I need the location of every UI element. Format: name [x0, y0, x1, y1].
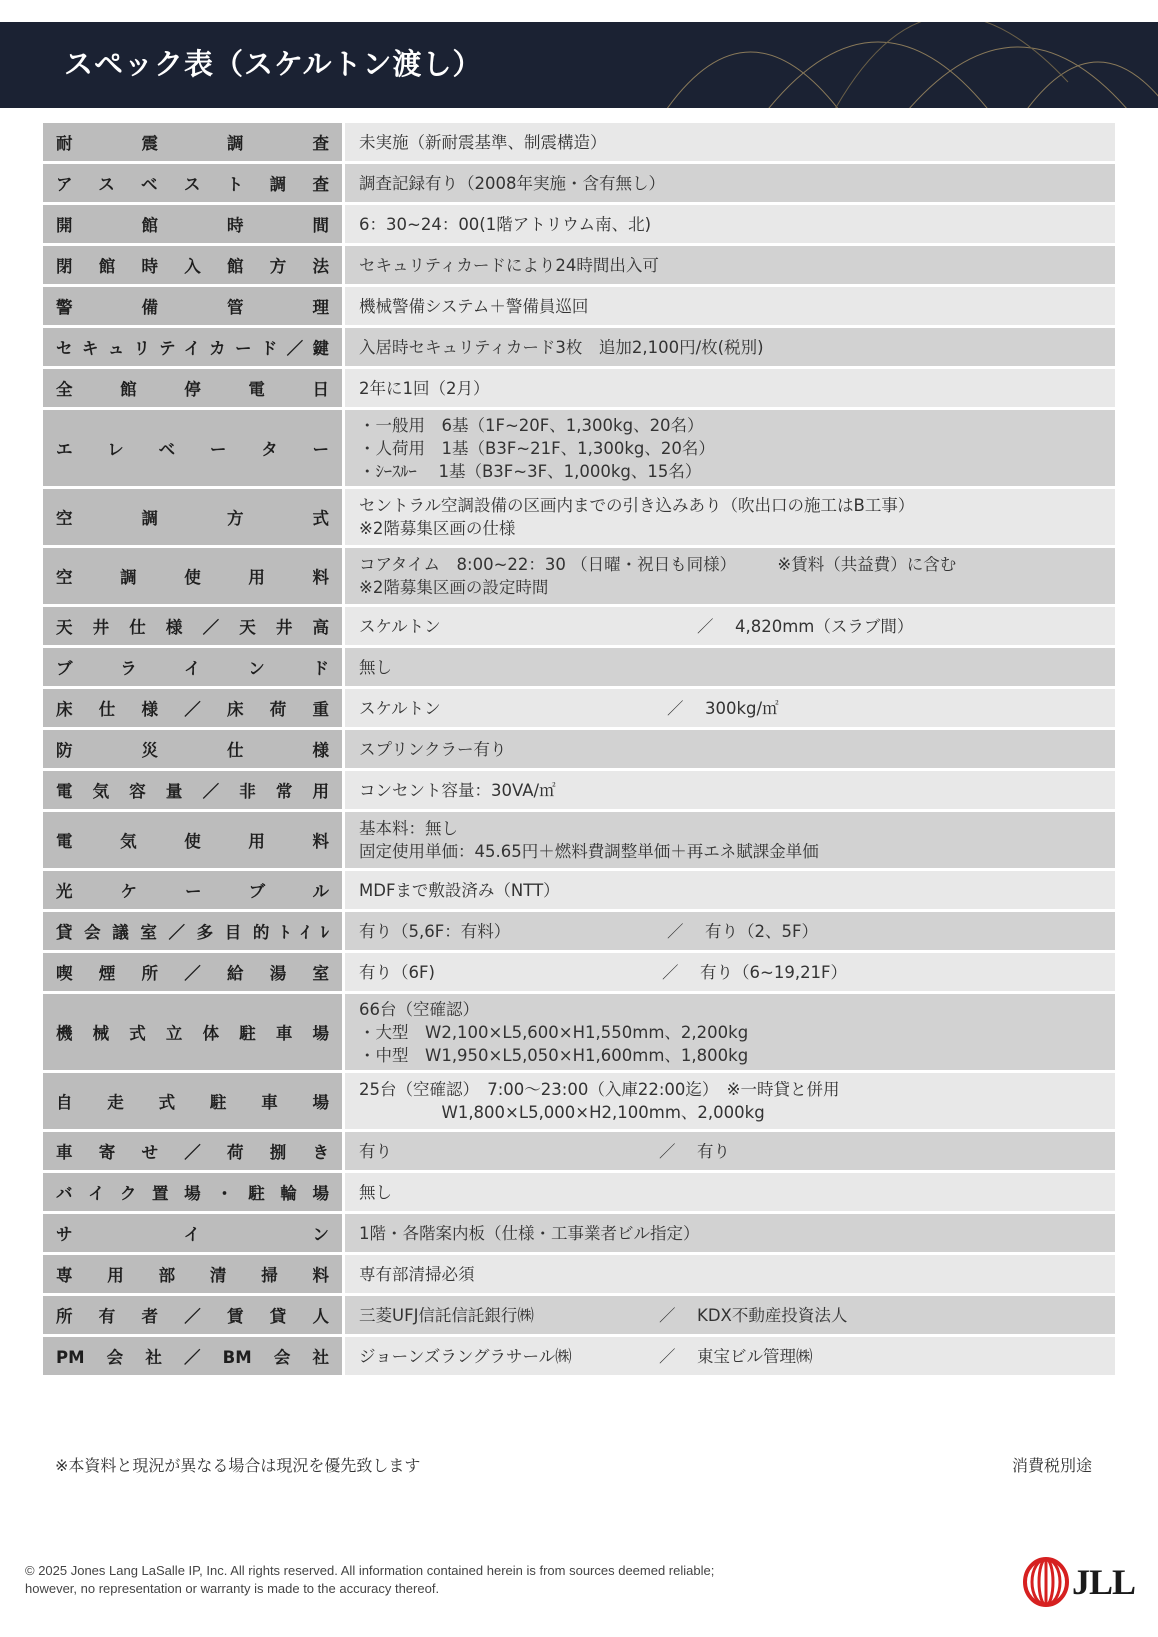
spec-row	[43, 1255, 1115, 1293]
spec-value-line: ・ｼｰｽﾙｰ 1基（B3F~3F、1,000kg、15名）	[359, 461, 702, 481]
spec-label-cell	[43, 287, 345, 325]
spec-label-cell	[43, 871, 345, 909]
jll-logo	[1022, 1557, 1134, 1607]
spec-value-cell	[345, 287, 1115, 325]
spec-label: 貸会議室／多目的ﾄｲﾚ	[56, 923, 329, 942]
spec-label-cell	[43, 1073, 345, 1129]
spec-value-line: 1階・各階案内板（仕様・工事業者ビル指定）	[359, 1223, 700, 1243]
spec-table	[43, 120, 1115, 1378]
spec-label-cell	[43, 1337, 345, 1375]
spec-value-line: ※2階募集区画の設定時間	[359, 578, 549, 597]
spec-label: 専用部清掃料	[56, 1266, 329, 1285]
spec-label: 防災仕様	[56, 741, 329, 760]
spec-label: エレベーター	[56, 440, 329, 459]
spec-label: セキュリテイカード／鍵	[56, 339, 329, 358]
spec-value-line: セキュリティカードにより24時間出入可	[359, 255, 659, 275]
spec-value-line: ・人荷用 1基（B3F~21F、1,300kg、20名）	[359, 438, 715, 458]
spec-row	[43, 287, 1115, 325]
spec-label-cell	[43, 205, 345, 243]
spec-value-left: 有り（5,6F：有料）	[359, 921, 511, 941]
spec-value-line: 無し	[359, 657, 392, 677]
spec-row	[43, 994, 1115, 1070]
copyright-line-2: however, no representation or warranty is made to the accuracy thereof.	[25, 1581, 440, 1596]
spec-label-cell	[43, 1296, 345, 1334]
spec-value-cell	[345, 164, 1115, 202]
spec-label-cell	[43, 771, 345, 809]
spec-label-cell	[43, 548, 345, 604]
spec-value-right: 4,820mm（スラブ間）	[735, 616, 914, 636]
spec-label: 耐震調査	[56, 134, 329, 153]
spec-label: ブラインド	[56, 659, 329, 678]
spec-value-line: 専有部清掃必須	[359, 1264, 475, 1284]
spec-label: 電気容量／非常用	[56, 782, 329, 801]
slash-separator: ／	[662, 962, 679, 982]
spec-label-cell	[43, 994, 345, 1070]
spec-value-line: 固定使用単価：45.65円＋燃料費調整単価＋再エネ賦課金単価	[359, 842, 819, 861]
spec-row	[43, 205, 1115, 243]
spec-value-cell	[345, 912, 1115, 950]
spec-value-cell	[345, 689, 1115, 727]
spec-value-cell	[345, 1173, 1115, 1211]
spec-value-cell	[345, 328, 1115, 366]
copyright	[25, 1562, 714, 1598]
spec-value-line: 調査記録有り（2008年実施・含有無し）	[359, 173, 665, 193]
spec-label-cell	[43, 648, 345, 686]
copyright-line-1: © 2025 Jones Lang LaSalle IP, Inc. All rights reserved. All information contained herein is from sources deemed reliable;	[25, 1563, 715, 1578]
spec-label-cell	[43, 912, 345, 950]
spec-value-cell	[345, 1214, 1115, 1252]
spec-label-cell	[43, 730, 345, 768]
spec-label-cell	[43, 246, 345, 284]
spec-label-cell	[43, 1173, 345, 1211]
spec-label: 開館時間	[56, 216, 329, 235]
spec-value-right: 有り	[697, 1141, 730, 1161]
spec-value-line: スプリンクラー有り	[359, 739, 507, 759]
spec-value-left: スケルトン	[359, 698, 441, 718]
spec-label: PM会社／BM会社	[56, 1348, 329, 1367]
spec-value-line: 6：30~24：00(1階アトリウム南、北)	[359, 214, 652, 234]
spec-label: アスベスト調査	[56, 175, 329, 194]
spec-label: 所有者／賃貸人	[56, 1307, 329, 1326]
spec-value-cell	[345, 994, 1115, 1070]
spec-label: 車寄せ／荷捌き	[56, 1143, 329, 1162]
spec-label-cell	[43, 607, 345, 645]
spec-value-left: 有り（6F)	[359, 962, 435, 982]
spec-row	[43, 123, 1115, 161]
spec-value-cell	[345, 123, 1115, 161]
spec-label: 電気使用料	[56, 832, 329, 851]
spec-value-cell	[345, 246, 1115, 284]
spec-label-cell	[43, 953, 345, 991]
spec-label: 自走式駐車場	[56, 1093, 329, 1112]
spec-value-cell	[345, 489, 1115, 545]
slash-separator: ／	[659, 1346, 676, 1366]
spec-row	[43, 164, 1115, 202]
spec-row	[43, 689, 1115, 727]
page-title: スペック表（スケルトン渡し）	[64, 47, 483, 81]
spec-value-left: スケルトン	[359, 616, 441, 636]
spec-label: 床仕様／床荷重	[56, 700, 329, 719]
spec-value-cell	[345, 648, 1115, 686]
spec-row	[43, 369, 1115, 407]
footnote-tax: 消費税別途	[1011, 1456, 1092, 1475]
spec-value-cell	[345, 1337, 1115, 1375]
spec-value-line: 25台（空確認） 7:00～23:00（入庫22:00迄） ※一時貸と併用	[359, 1080, 840, 1099]
spec-value-right: 有り（2、5F）	[705, 921, 818, 941]
spec-value-line: 66台（空確認）	[359, 999, 479, 1019]
spec-row	[43, 1132, 1115, 1170]
spec-row	[43, 953, 1115, 991]
spec-row	[43, 871, 1115, 909]
spec-value-line: コンセント容量：30VA/㎡	[359, 780, 556, 800]
spec-value-cell	[345, 812, 1115, 868]
spec-label: 天井仕様／天井高	[56, 618, 329, 637]
spec-value-cell	[345, 1255, 1115, 1293]
spec-label-cell	[43, 328, 345, 366]
spec-value-line: 2年に1回（2月）	[359, 378, 490, 398]
spec-label-cell	[43, 1214, 345, 1252]
spec-value-cell	[345, 410, 1115, 486]
spec-row	[43, 1296, 1115, 1334]
spec-label: 閉館時入館方法	[56, 257, 329, 276]
spec-label-cell	[43, 1132, 345, 1170]
spec-label: サイン	[56, 1225, 329, 1244]
spec-row	[43, 607, 1115, 645]
spec-value-line: W1,800×L5,000×H2,100mm、2,000kg	[359, 1103, 765, 1122]
decorative-arcs	[598, 22, 1158, 108]
slash-separator: ／	[697, 616, 714, 636]
spec-row	[43, 912, 1115, 950]
spec-row	[43, 1073, 1115, 1129]
spec-value-line: ・一般用 6基（1F~20F、1,300kg、20名）	[359, 415, 704, 435]
spec-value-line: コアタイム 8:00~22：30 （日曜・祝日も同様） ※賃料（共益費）に含む	[359, 555, 957, 574]
spec-row	[43, 410, 1115, 486]
spec-label-cell	[43, 1255, 345, 1293]
spec-value-cell	[345, 1132, 1115, 1170]
spec-label: バイク置場・駐輪場	[56, 1184, 329, 1203]
spec-row	[43, 648, 1115, 686]
spec-label-cell	[43, 164, 345, 202]
spec-label: 警備管理	[56, 298, 329, 317]
spec-label: 全館停電日	[56, 380, 329, 399]
spec-value-right: 有り（6~19,21F）	[700, 962, 848, 982]
slash-separator: ／	[667, 698, 684, 718]
spec-label: 光ケーブル	[56, 882, 329, 901]
spec-value-right: 300kg/㎡	[705, 698, 779, 718]
spec-value-line: ・大型 W2,100×L5,600×H1,550mm、2,200kg	[359, 1022, 749, 1042]
spec-value-cell	[345, 1296, 1115, 1334]
spec-row	[43, 730, 1115, 768]
header-banner	[0, 22, 1158, 108]
spec-label-cell	[43, 410, 345, 486]
spec-value-line: 機械警備システム＋警備員巡回	[359, 296, 589, 316]
spec-value-line: 入居時セキュリティカード3枚 追加2,100円/枚(税別)	[359, 337, 764, 357]
spec-row	[43, 246, 1115, 284]
spec-row	[43, 1214, 1115, 1252]
spec-value-right: 東宝ビル管理㈱	[697, 1346, 813, 1366]
spec-label-cell	[43, 369, 345, 407]
spec-row	[43, 548, 1115, 604]
spec-label: 空調方式	[56, 509, 329, 528]
spec-value-cell	[345, 548, 1115, 604]
spec-label: 空調使用料	[56, 568, 329, 587]
spec-label-cell	[43, 489, 345, 545]
spec-row	[43, 1337, 1115, 1375]
spec-value-cell	[345, 871, 1115, 909]
spec-value-cell	[345, 205, 1115, 243]
spec-value-cell	[345, 607, 1115, 645]
spec-label: 機械式立体駐車場	[56, 1024, 329, 1043]
jll-logo-mark-icon	[1022, 1557, 1070, 1607]
spec-value-line: 無し	[359, 1182, 392, 1202]
spec-row	[43, 771, 1115, 809]
spec-value-line: ※2階募集区画の仕様	[359, 519, 516, 538]
spec-row	[43, 1173, 1115, 1211]
spec-value-cell	[345, 953, 1115, 991]
spec-label-cell	[43, 812, 345, 868]
spec-value-line: 基本料：無し	[359, 819, 458, 838]
spec-value-line: セントラル空調設備の区画内までの引き込みあり（吹出口の施工はB工事）	[359, 496, 915, 515]
slash-separator: ／	[667, 921, 684, 941]
spec-label-cell	[43, 689, 345, 727]
spec-value-cell	[345, 369, 1115, 407]
spec-row	[43, 489, 1115, 545]
spec-value-line: MDFまで敷設済み（NTT）	[359, 880, 560, 900]
spec-value-cell	[345, 730, 1115, 768]
spec-label: 喫煙所／給湯室	[56, 964, 329, 983]
spec-label-cell	[43, 123, 345, 161]
spec-value-right: KDX不動産投資法人	[697, 1305, 848, 1325]
spec-value-left: 三菱UFJ信託信託銀行㈱	[359, 1305, 534, 1325]
footnote-note: ※本資料と現況が異なる場合は現況を優先致します	[55, 1456, 421, 1475]
spec-value-line: ・中型 W1,950×L5,050×H1,600mm、1,800kg	[359, 1045, 749, 1065]
spec-value-line: 未実施（新耐震基準、制震構造）	[359, 132, 607, 152]
slash-separator: ／	[659, 1141, 676, 1161]
spec-value-cell	[345, 1073, 1115, 1129]
spec-row	[43, 812, 1115, 868]
spec-value-left: ジョーンズラングラサール㈱	[359, 1346, 572, 1366]
jll-logo-text: JLL	[1072, 1562, 1136, 1602]
spec-value-cell	[345, 771, 1115, 809]
slash-separator: ／	[659, 1305, 676, 1325]
spec-row	[43, 328, 1115, 366]
spec-value-left: 有り	[359, 1141, 392, 1161]
